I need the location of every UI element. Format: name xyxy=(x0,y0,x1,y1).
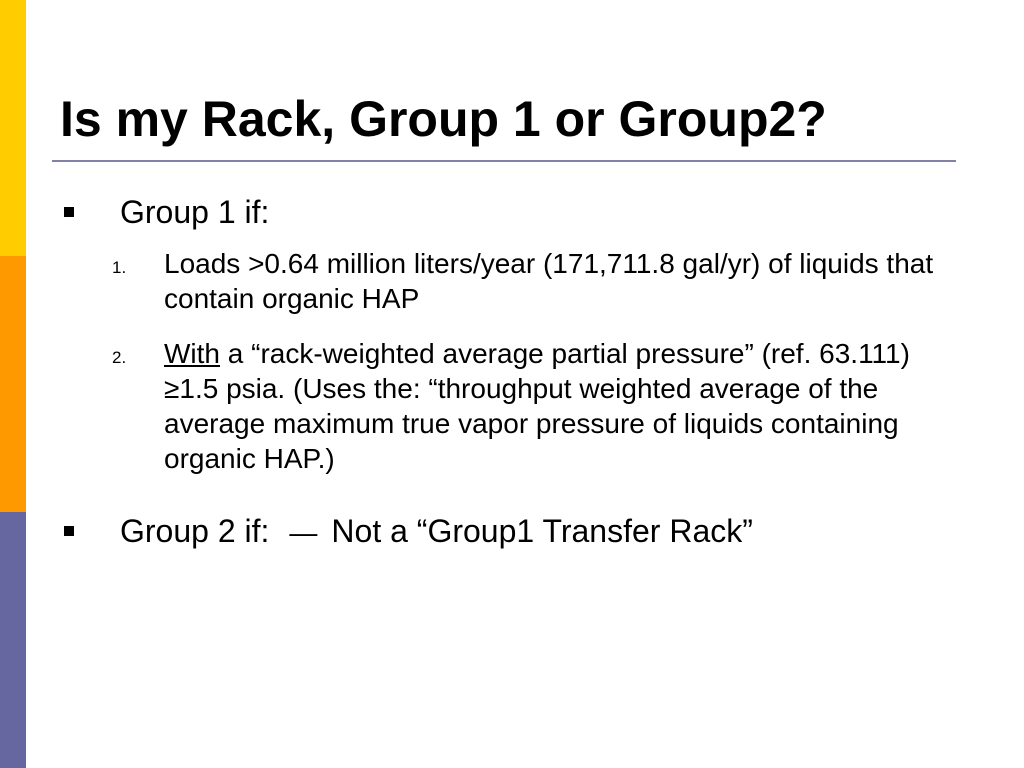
bullet-label: Group 2 if: xyxy=(120,513,270,549)
square-bullet-icon xyxy=(64,526,74,536)
item-emphasis: With xyxy=(164,338,220,369)
em-dash: — xyxy=(289,517,318,548)
bullet-rest: Not a “Group1 Transfer Rack” xyxy=(331,513,753,549)
item-number: 2. xyxy=(112,348,127,367)
sidebar-segment-orange xyxy=(0,256,26,512)
item-number: 1. xyxy=(112,258,127,277)
bullet-label: Group 1 if: xyxy=(120,194,270,230)
slide-title: Is my Rack, Group 1 or Group2? xyxy=(60,91,827,147)
sidebar-segment-purple xyxy=(0,512,26,768)
item-text-rest: a “rack-weighted average partial pressure” (ref. 63.111) ≥1.5 psia. (Uses the: “throughput weighted average of the average maximum true vapor pressure of liquids containing organic HAP.) xyxy=(164,338,910,474)
square-bullet-icon xyxy=(64,207,74,217)
accent-sidebar xyxy=(0,0,26,768)
sidebar-segment-yellow xyxy=(0,0,26,256)
item-text: Loads >0.64 million liters/year (171,711.8 gal/yr) of liquids that contain organic HAP xyxy=(164,248,934,314)
item-text xyxy=(164,336,964,476)
title-divider xyxy=(52,160,956,162)
bullet-text xyxy=(120,511,753,553)
